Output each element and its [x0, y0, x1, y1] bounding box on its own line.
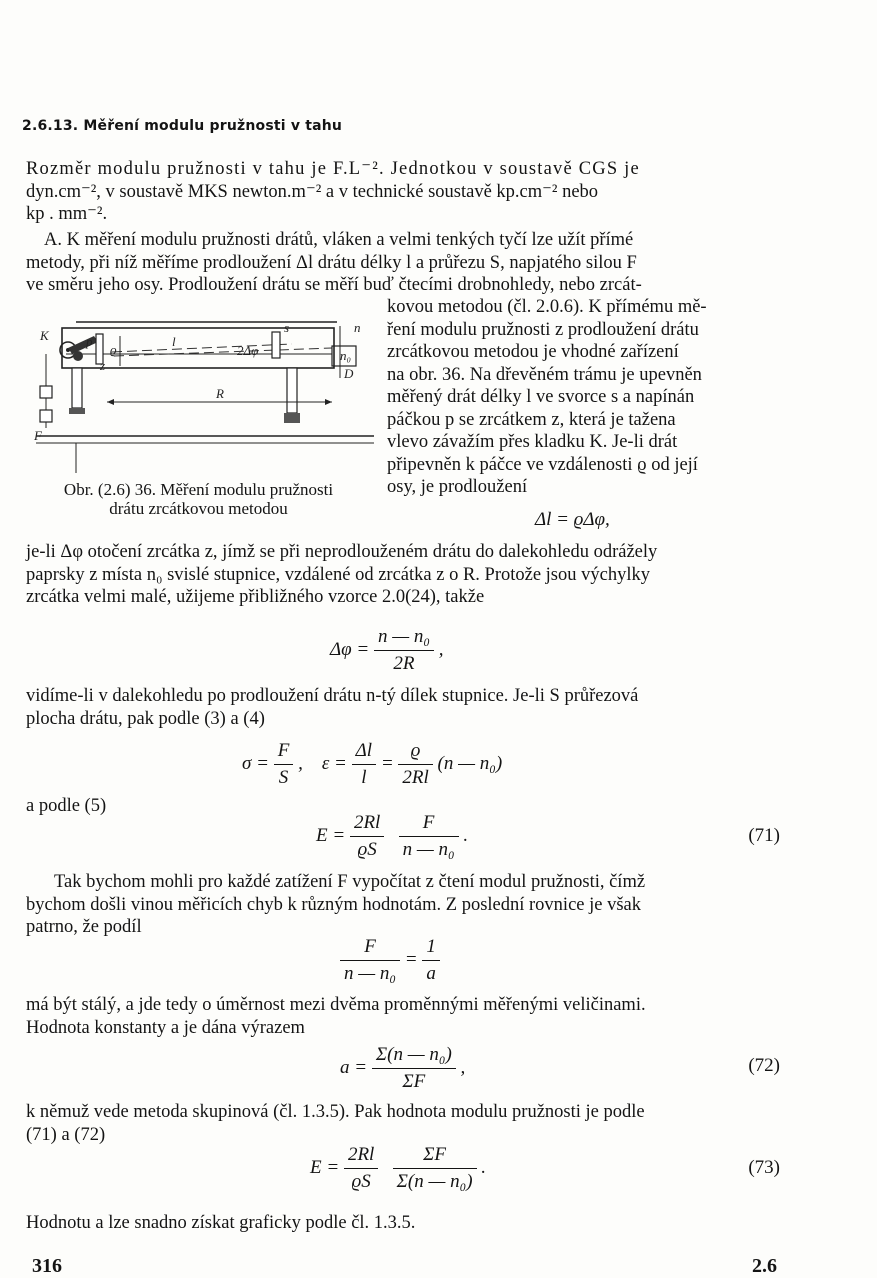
- paragraph-3: [26, 685, 776, 730]
- paragraph-7: [26, 1212, 776, 1235]
- label-s: s: [284, 320, 290, 335]
- text-line: A. K měření modulu pružnosti drátů, vláken a velmi tenkých tyčí lze užít přímé: [44, 230, 634, 250]
- label-R: R: [216, 386, 224, 401]
- weight-1: [40, 386, 52, 398]
- text-line: je-li Δφ otočení zrcátka z, jímž se při neprodlouženém drátu do dalekohledu odrážely: [26, 542, 658, 562]
- fraction: [340, 936, 400, 985]
- numerator: F: [340, 936, 400, 961]
- clamp-knob: [73, 351, 83, 361]
- equation-number-73: (73): [748, 1157, 780, 1178]
- eq-equals: =: [380, 752, 394, 774]
- fraction: [399, 812, 459, 861]
- text-line: metody, při níž měříme prodloužení Δl drátu délky l a průřezu S, napjatého silou F: [26, 252, 637, 273]
- equation-number-72: (72): [748, 1055, 780, 1076]
- fraction: [344, 1144, 378, 1193]
- label-F: F: [34, 428, 42, 443]
- chapter-number: 2.6: [752, 1255, 777, 1277]
- text-line: připevněn k páčce ve vzdálenosti ϱ od její: [387, 454, 698, 475]
- fraction: [274, 740, 294, 789]
- label-K: K: [40, 328, 49, 343]
- text-line: na obr. 36. Na dřevěném trámu je upevněn: [387, 364, 702, 385]
- eq-lhs: E =: [316, 824, 346, 846]
- denominator: n — n₀: [402, 839, 455, 860]
- section-heading: 2.6.13. Měření modulu pružnosti v tahu: [22, 118, 343, 134]
- denominator: n — n₀: [344, 963, 396, 984]
- page-number: 316: [32, 1255, 62, 1277]
- denominator: a: [426, 963, 436, 984]
- fraction: [352, 740, 376, 789]
- paragraph-2: [26, 541, 776, 609]
- denominator: ϱS: [351, 1171, 371, 1192]
- equation-sigma-epsilon: [242, 740, 502, 789]
- label-z: z: [100, 358, 106, 373]
- label-dphi: 2Δφ: [237, 343, 259, 358]
- text-line: měřený drát délky l ve svorce s a napínán: [387, 387, 695, 407]
- numerator: 2Rl: [350, 812, 384, 837]
- caption-line: drátu zrcátkovou metodou: [109, 499, 288, 518]
- numerator: ϱ: [398, 740, 432, 765]
- right-foot: [284, 413, 300, 423]
- eq-tail: .: [481, 1156, 487, 1178]
- eq-lhs: Δφ =: [330, 638, 370, 660]
- denominator: 2Rl: [402, 767, 429, 788]
- right-column-text: [387, 296, 775, 499]
- label-n0: n₀: [340, 348, 352, 363]
- caption-line: Obr. (2.6) 36. Měření modulu pružnosti: [63, 480, 334, 499]
- eq-tail: (n — n₀): [437, 752, 503, 774]
- text-line: Hodnotu a lze snadno získat graficky podle čl. 1.3.5.: [26, 1213, 416, 1233]
- eq-lhs: σ =: [242, 752, 269, 774]
- text-line: Hodnota konstanty a je dána výrazem: [26, 1017, 305, 1038]
- paragraph-6: [26, 1101, 776, 1146]
- text-line: ve směru jeho osy. Prodloužení drátu se měří buď čtecími drobnohledy, nebo zrcát-: [26, 275, 642, 295]
- eq-lhs: a =: [340, 1056, 368, 1078]
- equation-number-71: (71): [748, 825, 780, 846]
- fraction: [350, 812, 384, 861]
- equation-73: [310, 1144, 486, 1193]
- text-line: a podle (5): [26, 796, 107, 816]
- denominator: S: [278, 767, 289, 788]
- text-line: (71) a (72): [26, 1124, 106, 1145]
- intro-paragraph: [26, 158, 776, 226]
- denominator: Σ(n — n₀): [396, 1171, 473, 1192]
- eq-tail: ,: [438, 638, 444, 660]
- paragraph-5: [26, 994, 776, 1039]
- text-line: vlevo závažím přes kladku K. Je-li drát: [387, 432, 678, 452]
- numerator: n — n₀: [374, 626, 434, 651]
- text-line: osy, je prodloužení: [387, 477, 528, 497]
- denominator: l: [361, 767, 367, 788]
- numerator: Σ(n — n₀): [372, 1044, 456, 1069]
- numerator: Δl: [352, 740, 376, 765]
- eq-equals: =: [404, 948, 418, 970]
- label-l: l: [172, 334, 176, 349]
- numerator: 2Rl: [344, 1144, 378, 1169]
- apparatus-figure: [32, 318, 374, 476]
- text-line: Tak bychom mohli pro každé zatížení F vypočítat z čtení modul pružnosti, čímž: [54, 872, 646, 892]
- text-line: kovou metodou (čl. 2.0.6). K přímému mě-: [387, 297, 707, 317]
- left-support: [72, 368, 82, 408]
- eq-comma: ,: [298, 752, 303, 774]
- eq-tail: ,: [460, 1056, 466, 1078]
- eq-lhs: E =: [310, 1156, 340, 1178]
- right-support: [287, 368, 297, 413]
- paragraph-4: [26, 871, 776, 939]
- weight-2: [40, 410, 52, 422]
- denominator: 2R: [393, 653, 415, 674]
- text-line: paprsky z místa n₀ svislé stupnice, vzdálené od zrcátka z o R. Protože jsou výchylky: [26, 564, 650, 585]
- eq-tail: .: [463, 824, 469, 846]
- denominator: ΣF: [402, 1071, 426, 1092]
- text-line: Rozměr modulu pružnosti v tahu je F.L⁻². Jednotkou v soustavě CGS je: [26, 159, 640, 179]
- fraction: [374, 626, 434, 675]
- method-a-paragraph: [26, 229, 776, 297]
- fraction: [372, 1044, 456, 1093]
- label-p: p: [86, 334, 93, 349]
- numerator: F: [399, 812, 459, 837]
- text-line: má být stálý, a jde tedy o úměrnost mezi dvěma proměnnými měřenými veličinami.: [26, 995, 646, 1015]
- text-line: kp . mm⁻².: [26, 204, 108, 224]
- equation-ratio: [340, 936, 440, 985]
- eq-lhs: ε =: [321, 752, 347, 774]
- numerator: F: [274, 740, 294, 765]
- text-line: ření modulu pružnosti z prodloužení drátu: [387, 319, 699, 340]
- text-line: páčkou p se zrcátkem z, která je tažena: [387, 409, 676, 430]
- light-ray-lower: [114, 348, 332, 356]
- equation-dl: Δl = ϱΔφ,: [535, 509, 610, 530]
- label-D: D: [344, 366, 354, 381]
- wire-clamp: [272, 332, 280, 358]
- figure-caption: [26, 480, 371, 518]
- numerator: 1: [422, 936, 440, 961]
- text-line: k němuž vede metoda skupinová (čl. 1.3.5). Pak hodnota modulu pružnosti je podle: [26, 1102, 645, 1122]
- fraction: [422, 936, 440, 985]
- text-line: vidíme-li v dalekohledu po prodloužení drátu n-tý dílek stupnice. Je-li S průřezová: [26, 686, 639, 706]
- label-rho: ϱ: [110, 342, 117, 357]
- equation-71: [316, 812, 468, 861]
- fraction: [398, 740, 432, 789]
- left-foot: [69, 408, 85, 414]
- lever: [68, 336, 98, 354]
- text-line: patrno, že podíl: [26, 917, 142, 937]
- text-line: plocha drátu, pak podle (3) a (4): [26, 708, 265, 729]
- denominator: ϱS: [357, 839, 377, 860]
- text-line: dyn.cm⁻², v soustavě MKS newton.m⁻² a v technické soustavě kp.cm⁻² nebo: [26, 181, 599, 202]
- equation-dphi: [330, 626, 443, 675]
- text-line: zrcátka velmi malé, užijeme přibližného vzorce 2.0(24), takže: [26, 587, 485, 607]
- numerator: ΣF: [393, 1144, 477, 1169]
- equation-72: [340, 1044, 465, 1093]
- fraction: [393, 1144, 477, 1193]
- label-n: n: [354, 320, 361, 335]
- text-line: zrcátkovou metodou je vhodné zařízení: [387, 342, 679, 362]
- text-line: bychom došli vinou měřicích chyb k různým hodnotám. Z poslední rovnice je však: [26, 894, 641, 915]
